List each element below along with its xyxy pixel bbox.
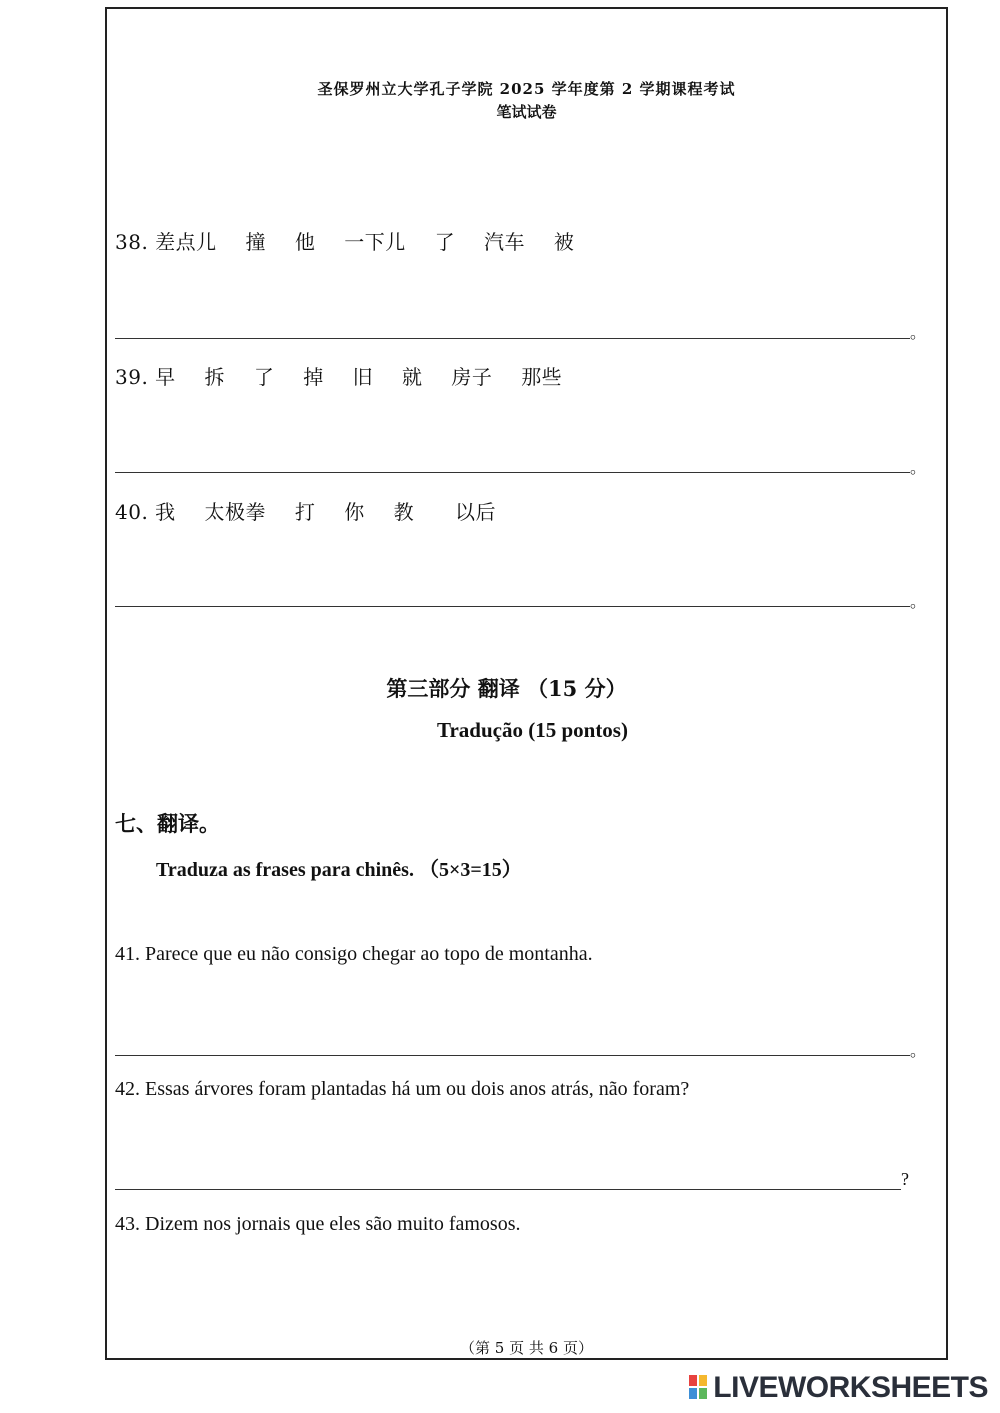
end-mark: 。 <box>910 323 927 342</box>
end-mark: 。 <box>910 592 927 611</box>
answer-input-39[interactable] <box>115 472 910 473</box>
question-39 <box>115 361 584 390</box>
word-tile: 他 <box>294 230 316 254</box>
word-tile: 以后 <box>454 500 496 524</box>
word-tile: 旧 <box>352 365 374 389</box>
task-title: 七、翻译。 <box>115 811 220 836</box>
task-instruction: Traduza as frases para chinês. （5×3=15） <box>156 859 522 881</box>
answer-input-42[interactable] <box>115 1189 901 1190</box>
word-tile: 你 <box>344 500 365 524</box>
word-tile: 教 <box>393 500 415 524</box>
question-number: 38. <box>115 230 149 254</box>
exam-header-title: 圣保罗州立大学孔子学院 2025 学年度第 2 学期课程考试 <box>317 80 736 98</box>
brand-name: LIVEWORKSHEETS <box>713 1371 988 1404</box>
question-40 <box>115 496 518 525</box>
section-subtitle: Tradução (15 pontos) <box>437 718 628 742</box>
end-mark: 。 <box>910 1041 927 1060</box>
answer-input-40[interactable] <box>115 606 910 607</box>
word-tile: 房子 <box>451 365 493 389</box>
question-42: 42. Essas árvores foram plantadas há um ou dois anos atrás, não foram? <box>115 1078 690 1100</box>
word-tile: 我 <box>155 500 176 524</box>
question-41: 41. Parece que eu não consigo chegar ao topo de montanha. <box>115 943 593 965</box>
answer-input-38[interactable] <box>115 338 910 339</box>
word-tile: 打 <box>294 500 316 524</box>
liveworksheets-logo-icon <box>689 1375 709 1401</box>
word-tile: 早 <box>155 365 176 389</box>
word-tile: 差点儿 <box>155 230 217 254</box>
word-tile: 撞 <box>245 230 267 254</box>
section-title: 第三部分 翻译 （15 分） <box>386 676 627 701</box>
word-tile: 了 <box>253 365 275 389</box>
answer-input-41[interactable] <box>115 1055 910 1056</box>
question-number: 39. <box>115 365 149 389</box>
brand-logo[interactable] <box>689 1371 988 1405</box>
word-tile: 掉 <box>303 365 324 389</box>
word-tile: 太极拳 <box>204 500 267 524</box>
word-tile: 拆 <box>204 365 226 389</box>
exam-header-subtitle: 笔试试卷 <box>496 103 557 121</box>
word-tile: 汽车 <box>483 230 525 254</box>
question-number: 40. <box>115 500 149 524</box>
page-footer: （第 5 页 共 6 页） <box>460 1339 593 1357</box>
end-mark: 。 <box>910 458 927 477</box>
word-tile: 了 <box>434 230 456 254</box>
question-43: 43. Dizem nos jornais que eles são muito famosos. <box>115 1213 521 1235</box>
word-tile: 被 <box>553 230 575 254</box>
word-tile: 一下儿 <box>344 230 406 254</box>
word-tile: 就 <box>401 365 423 389</box>
end-mark: ? <box>901 1169 909 1189</box>
word-tile: 那些 <box>521 365 563 389</box>
question-38 <box>115 226 596 255</box>
